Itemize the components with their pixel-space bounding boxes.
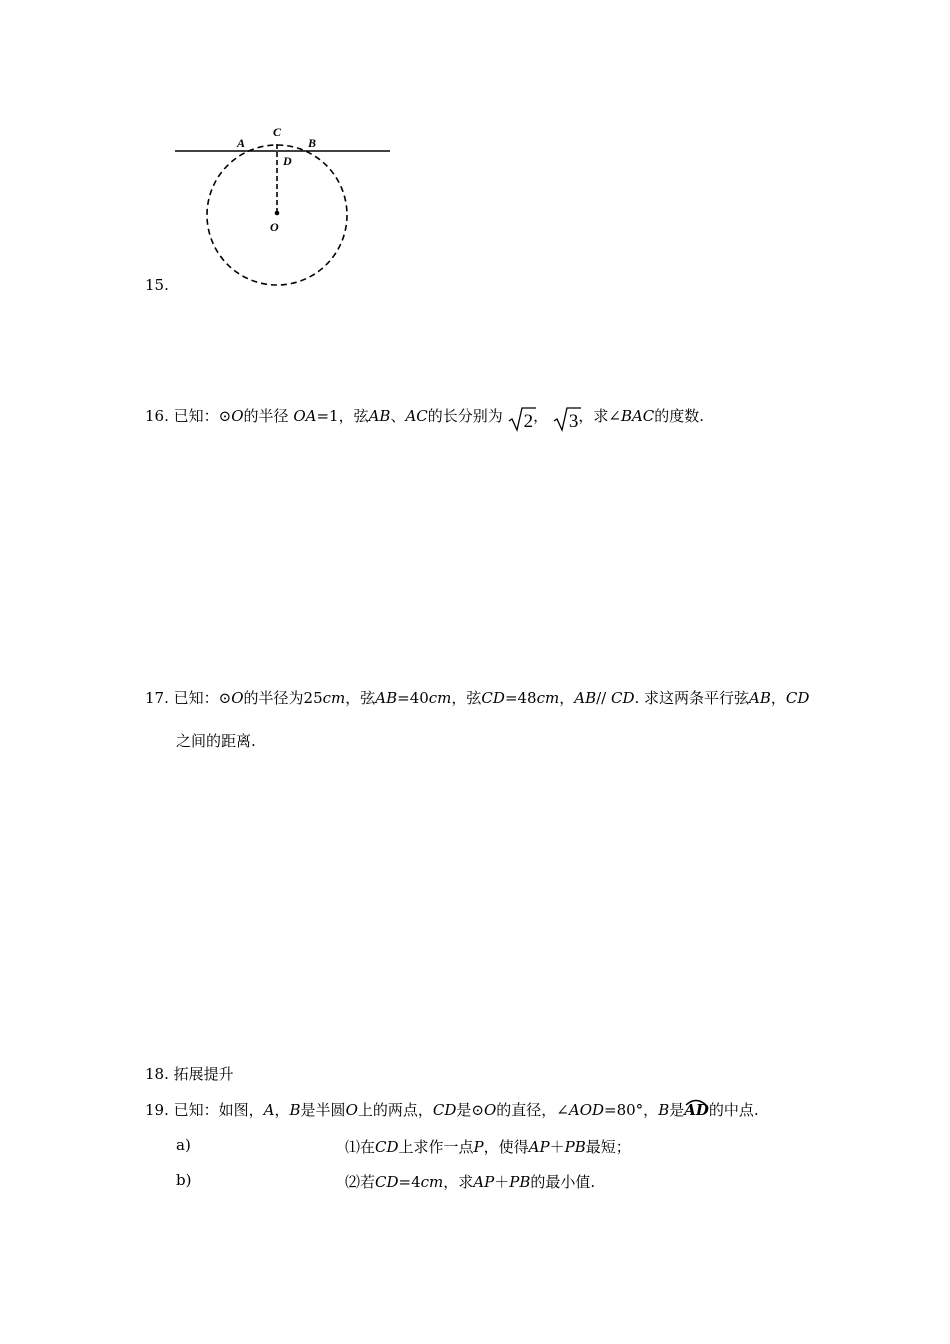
sqrt-2: 2 bbox=[510, 409, 534, 434]
question-16: 16. 已知：⊙O的半径 OA=1，弦AB、AC的长分别为 2， 3，求∠BAC的度数. bbox=[145, 407, 705, 432]
label-d: D bbox=[283, 154, 292, 168]
arc-mark-icon bbox=[684, 1098, 708, 1106]
q17-number: 17. bbox=[145, 689, 169, 707]
q16-number: 16. bbox=[145, 407, 169, 425]
q19-sub-b-text: ⑵若CD=4cm，求AP＋PB的最小值. bbox=[345, 1173, 596, 1191]
center-point bbox=[275, 211, 280, 216]
label-b: B bbox=[308, 136, 317, 150]
question-15-number: 15. bbox=[145, 276, 169, 294]
question-17-line1: 17. 已知：⊙O的半径为25cm，弦AB=40cm，弦CD=48cm，AB// CD. 求这两条平行弦AB，CD bbox=[145, 689, 810, 707]
question-17-line2: 之间的距离. bbox=[176, 732, 256, 750]
arc-ad: AD bbox=[684, 1101, 709, 1119]
q19-sub-b bbox=[176, 1171, 191, 1189]
label-o: O bbox=[270, 220, 279, 234]
q18-text: 拓展提升 bbox=[173, 1065, 234, 1083]
q19-sub-a-text: ⑴在CD上求作一点P，使得AP＋PB最短； bbox=[345, 1138, 631, 1156]
circle-chord-figure bbox=[170, 120, 400, 295]
label-a: A bbox=[237, 136, 246, 150]
radical-sign-icon bbox=[553, 406, 581, 432]
question-18 bbox=[145, 1063, 234, 1084]
radical-sign-icon bbox=[508, 406, 536, 432]
sub-a-marker: a) bbox=[176, 1136, 191, 1154]
label-c: C bbox=[273, 125, 282, 139]
question-19: 19. 已知：如图，A，B是半圆O上的两点，CD是⊙O的直径，∠AOD=80°，B是 AD的中点. bbox=[145, 1099, 759, 1120]
q19-sub-a bbox=[176, 1136, 191, 1154]
sqrt-3: 3 bbox=[555, 409, 579, 434]
q18-number: 18. bbox=[145, 1065, 169, 1083]
sub-b-marker: b) bbox=[176, 1171, 192, 1189]
q19-number: 19. bbox=[145, 1101, 169, 1119]
